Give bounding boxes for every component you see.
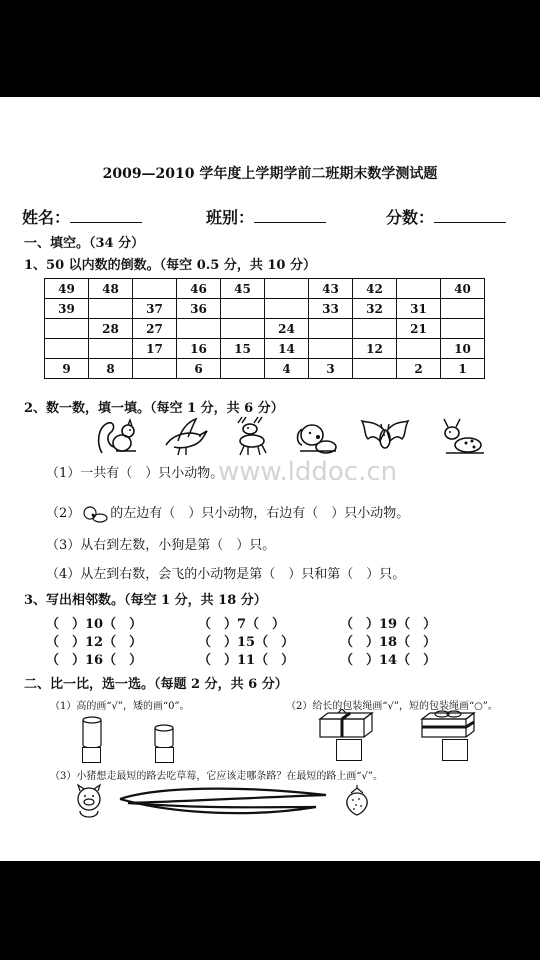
grid-row — [45, 339, 485, 359]
name-label: 姓名： — [22, 208, 71, 227]
grid-cell: 46 — [177, 279, 221, 299]
class-field — [206, 205, 326, 228]
grid-blank-cell[interactable] — [133, 279, 177, 299]
grid-cell: 32 — [353, 299, 397, 319]
grid-blank-cell[interactable] — [221, 359, 265, 379]
grid-blank-cell[interactable] — [441, 319, 485, 339]
class-blank[interactable] — [254, 208, 326, 223]
adjacent-number-item[interactable]: （ ）19（ ） — [340, 617, 437, 632]
name-blank[interactable] — [70, 208, 142, 223]
adjacent-number-item[interactable]: （ ）12（ ） — [46, 635, 143, 650]
q2-item-3: （3）从右到左数，小狗是第（ ）只。 — [46, 538, 276, 553]
grid-row — [45, 299, 485, 319]
dog-icon — [80, 505, 110, 523]
watermark: www.lddoc.cn — [218, 457, 398, 487]
grid-cell: 2 — [397, 359, 441, 379]
grid-cell: 9 — [45, 359, 89, 379]
s2-part-3: （3）小猪想走最短的路去吃草莓，它应该走哪条路？在最短的路上画“√”。 — [50, 771, 383, 782]
page-title: 2009—2010 学年度上学期学前二班期末数学测试题 — [102, 166, 438, 182]
grid-cell: 21 — [397, 319, 441, 339]
score-blank[interactable] — [434, 208, 506, 223]
section1-heading: 一、填空。（34 分） — [24, 236, 145, 251]
adjacent-number-item[interactable]: （ ）7（ ） — [198, 617, 286, 632]
grid-blank-cell[interactable] — [397, 279, 441, 299]
squirrel-icon — [92, 415, 142, 457]
grid-blank-cell[interactable] — [221, 319, 265, 339]
tall-cylinder-icon — [80, 715, 104, 751]
grid-blank-cell[interactable] — [265, 279, 309, 299]
score-label: 分数： — [386, 208, 435, 227]
pig-icon — [70, 783, 108, 821]
bat-icon — [360, 415, 410, 457]
grid-row — [45, 359, 485, 379]
q1-text: 1、50 以内数的倒数。（每空 0.5 分，共 10 分） — [24, 258, 316, 273]
grid-blank-cell[interactable] — [353, 319, 397, 339]
answer-box-short-rope[interactable] — [442, 739, 468, 761]
adjacent-number-item[interactable]: （ ）11（ ） — [198, 653, 295, 668]
gift-box-long-icon — [318, 709, 374, 739]
grid-cell: 15 — [221, 339, 265, 359]
grid-blank-cell[interactable] — [353, 359, 397, 379]
q2-item-4: （4）从左到右数，会飞的小动物是第（ ）只和第（ ）只。 — [46, 567, 406, 582]
grid-blank-cell[interactable] — [221, 299, 265, 319]
grid-blank-cell[interactable] — [45, 319, 89, 339]
grid-cell: 43 — [309, 279, 353, 299]
adjacent-number-item[interactable]: （ ）18（ ） — [340, 635, 437, 650]
grid-cell: 4 — [265, 359, 309, 379]
grid-cell: 28 — [89, 319, 133, 339]
bird-icon — [160, 415, 210, 457]
grid-blank-cell[interactable] — [45, 339, 89, 359]
grid-cell: 16 — [177, 339, 221, 359]
answer-box-long-rope[interactable] — [336, 739, 362, 761]
grid-blank-cell[interactable] — [177, 319, 221, 339]
q2-item-2-text: 的左边有（ ）只小动物，右边有（ ）只小动物。 — [110, 506, 410, 521]
q2-item-1: （1）一共有（ ）只小动物。 — [46, 466, 224, 481]
answer-box-short[interactable] — [155, 747, 174, 763]
grid-blank-cell[interactable] — [309, 319, 353, 339]
grid-cell: 31 — [397, 299, 441, 319]
grid-cell: 48 — [89, 279, 133, 299]
s2-part-2: （2）给长的包装绳画“√”，短的包装绳画“○”。 — [286, 701, 498, 712]
q3-text: 3、写出相邻数。（每空 1 分，共 18 分） — [24, 593, 267, 608]
dog-icon — [290, 415, 340, 457]
exam-paper — [0, 97, 540, 861]
q2-item-2 — [46, 502, 409, 523]
q2-text: 2、数一数，填一填。（每空 1 分，共 6 分） — [24, 401, 284, 416]
grid-cell: 3 — [309, 359, 353, 379]
q2-item-2-prefix: （2） — [46, 506, 81, 521]
grid-blank-cell[interactable] — [441, 299, 485, 319]
grid-cell: 42 — [353, 279, 397, 299]
grid-cell: 17 — [133, 339, 177, 359]
name-field — [22, 205, 142, 228]
grid-cell: 37 — [133, 299, 177, 319]
grid-blank-cell[interactable] — [397, 339, 441, 359]
grid-cell: 39 — [45, 299, 89, 319]
grid-cell: 12 — [353, 339, 397, 359]
grid-blank-cell[interactable] — [89, 339, 133, 359]
answer-box-tall[interactable] — [82, 747, 101, 763]
grid-row — [45, 319, 485, 339]
gift-box-short-icon — [420, 709, 476, 739]
grid-blank-cell[interactable] — [265, 299, 309, 319]
grid-cell: 24 — [265, 319, 309, 339]
paths-to-strawberry[interactable] — [116, 785, 332, 819]
grid-cell: 10 — [441, 339, 485, 359]
score-field — [386, 205, 506, 228]
adjacent-number-item[interactable]: （ ）15（ ） — [198, 635, 295, 650]
grid-blank-cell[interactable] — [309, 339, 353, 359]
fawn-icon — [438, 415, 488, 457]
grid-cell: 40 — [441, 279, 485, 299]
grid-cell: 36 — [177, 299, 221, 319]
adjacent-number-item[interactable]: （ ）14（ ） — [340, 653, 437, 668]
grid-blank-cell[interactable] — [133, 359, 177, 379]
adjacent-number-item[interactable]: （ ）16（ ） — [46, 653, 143, 668]
adjacent-number-item[interactable]: （ ）10（ ） — [46, 617, 143, 632]
grid-cell: 14 — [265, 339, 309, 359]
s2-part-1: （1）高的画“√”，矮的画“0”。 — [50, 701, 190, 712]
grid-cell: 33 — [309, 299, 353, 319]
grid-cell: 27 — [133, 319, 177, 339]
strawberry-icon — [342, 785, 372, 817]
deer-icon — [226, 415, 276, 457]
grid-cell: 8 — [89, 359, 133, 379]
grid-cell: 45 — [221, 279, 265, 299]
number-grid — [44, 278, 485, 379]
grid-cell: 6 — [177, 359, 221, 379]
grid-blank-cell[interactable] — [89, 299, 133, 319]
grid-row — [45, 279, 485, 299]
grid-cell: 1 — [441, 359, 485, 379]
grid-cell: 49 — [45, 279, 89, 299]
section2-heading: 二、比一比，选一选。（每题 2 分，共 6 分） — [24, 677, 288, 692]
class-label: 班别： — [206, 208, 255, 227]
